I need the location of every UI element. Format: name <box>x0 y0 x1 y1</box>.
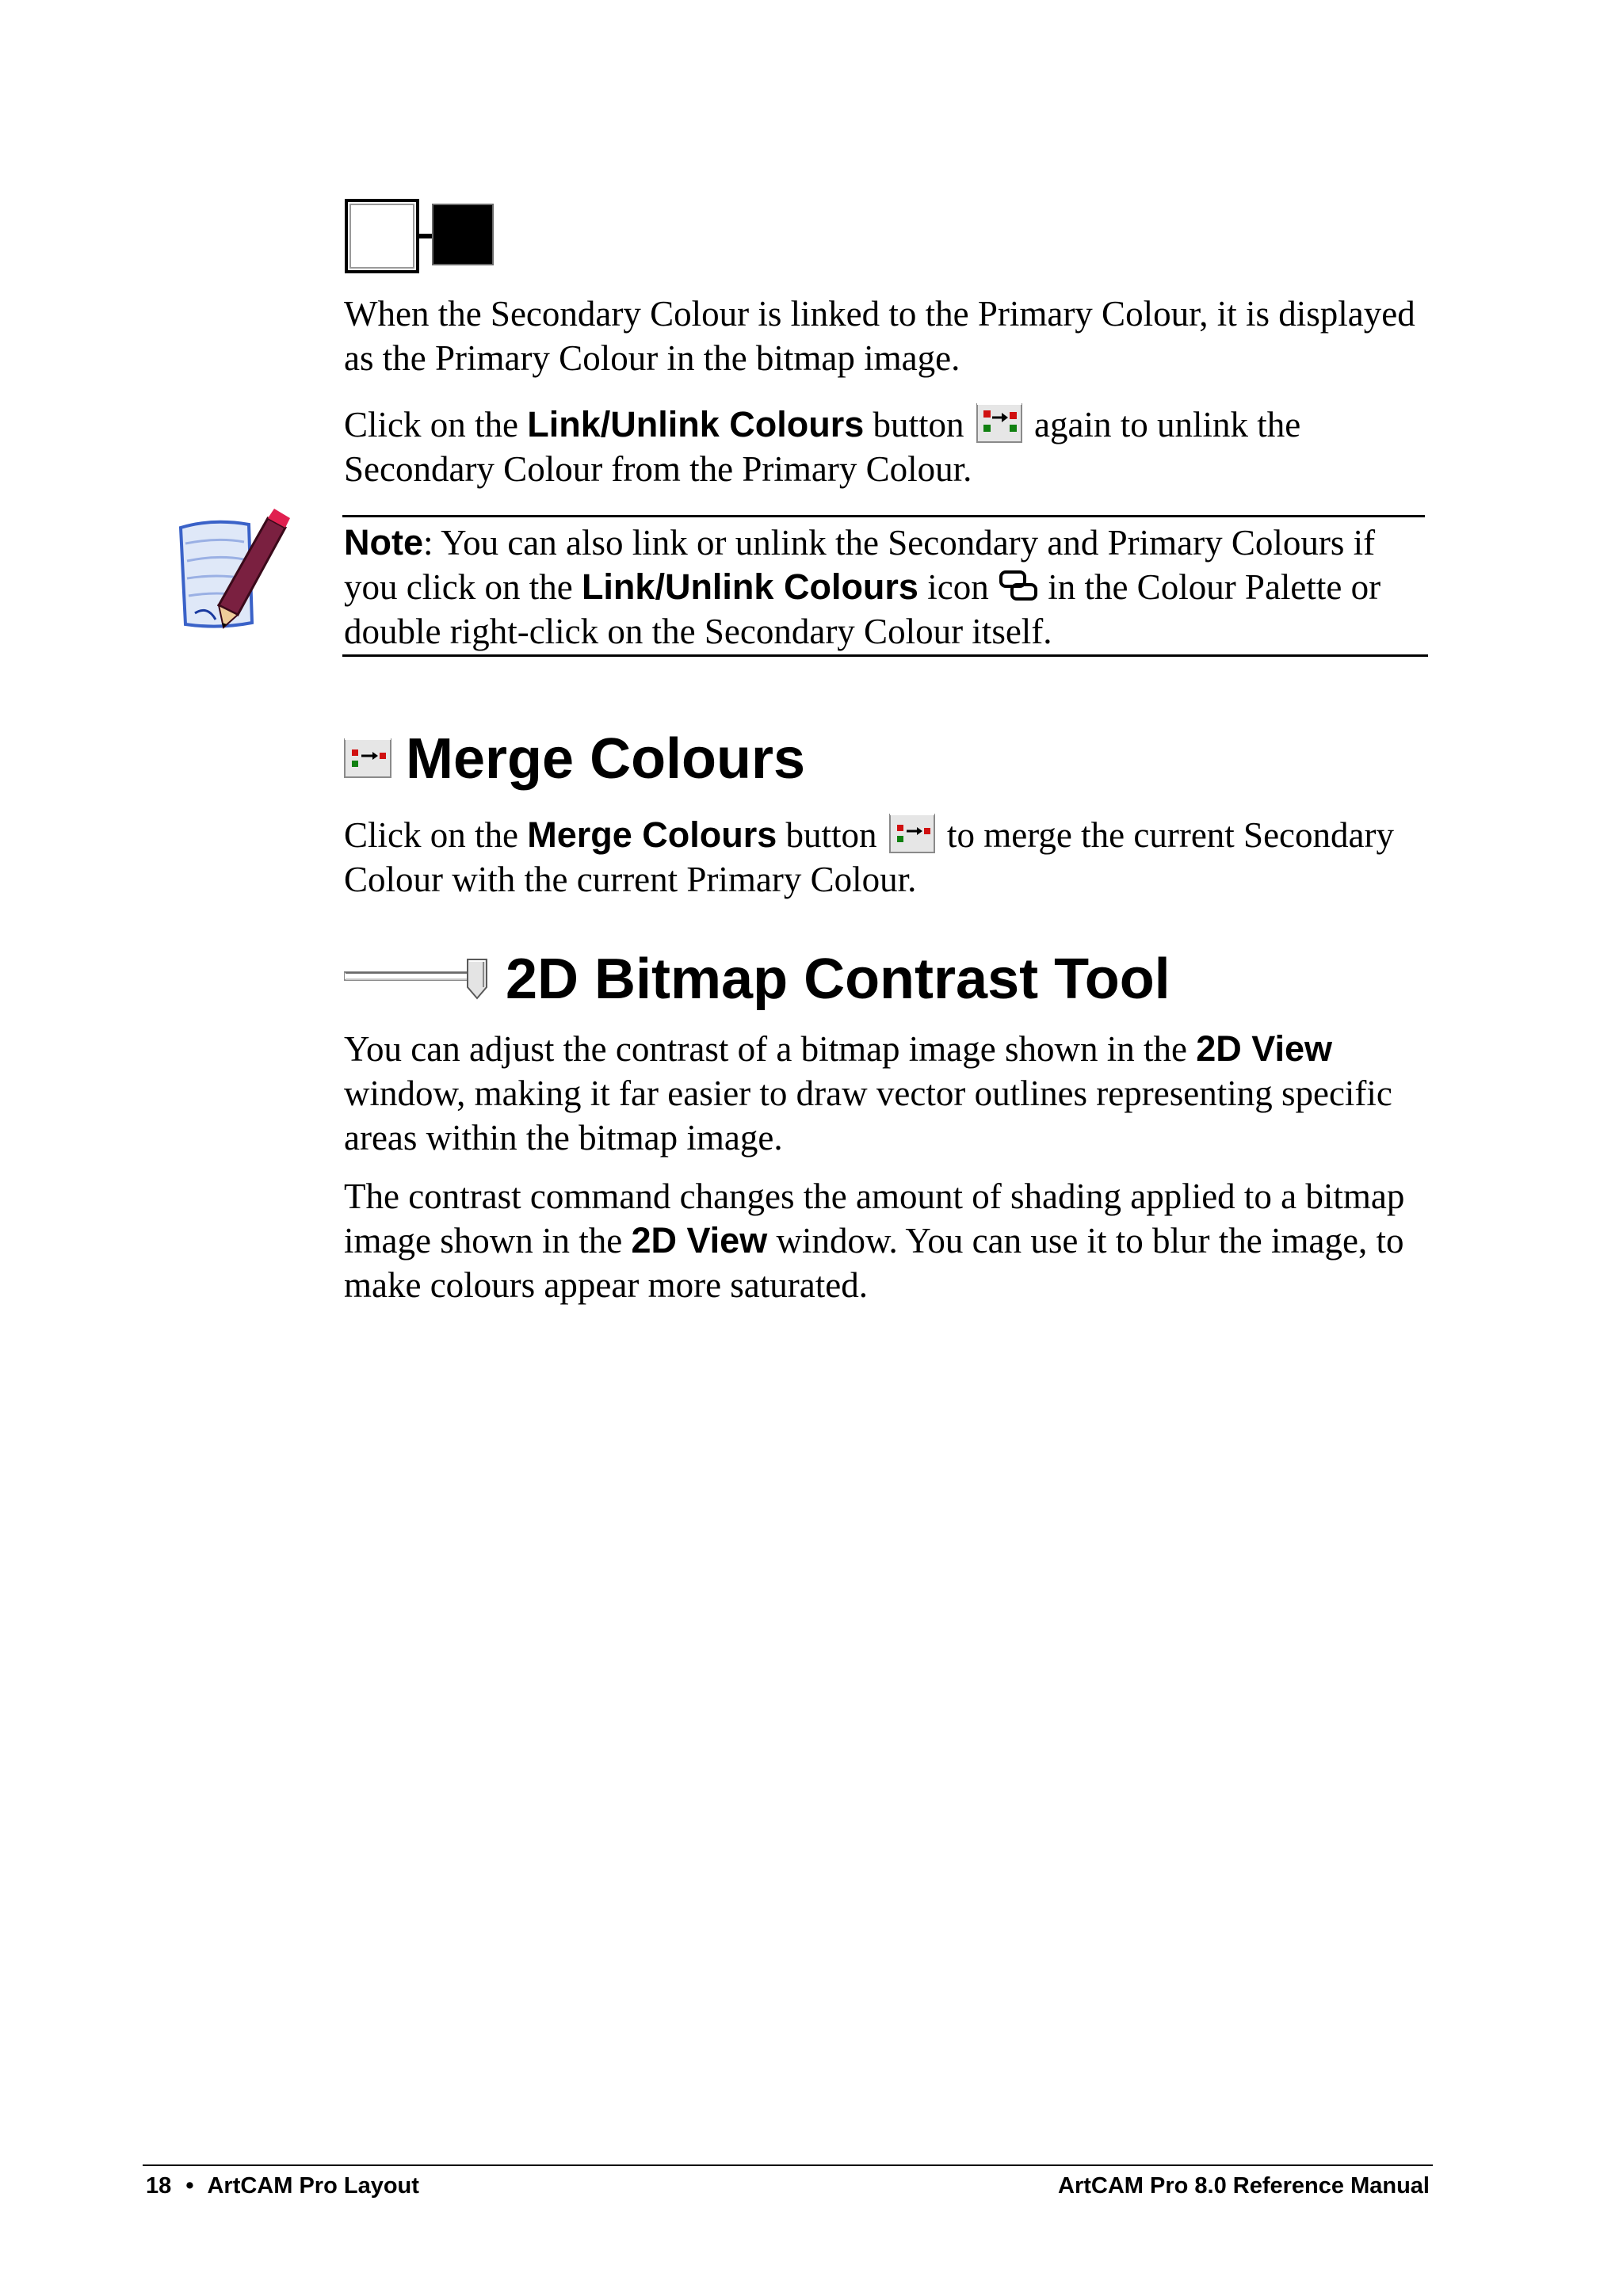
page-number: 18 <box>146 2173 172 2199</box>
note-label: Note <box>344 522 423 563</box>
contrast-p2-post: window. You can use it to blur the image, to make colours appear more saturated. <box>344 1221 1404 1305</box>
unlink-text-pre: Click on the <box>344 405 528 444</box>
contrast-p2-pre: The contrast command changes the amount of shading applied to a bitmap image shown in the <box>344 1177 1405 1261</box>
note-top-rule <box>342 515 1425 517</box>
unlink-instruction <box>344 402 1422 491</box>
merge-colours-heading: Merge Colours <box>406 727 806 791</box>
unlink-text-post: again to unlink the Secondary Colour from the Primary Colour. <box>344 405 1301 489</box>
contrast-p2-2d-view: 2D View <box>631 1220 768 1261</box>
footer-rule <box>143 2164 1433 2166</box>
contrast-p1-post: window, making it far easier to draw vector outlines representing specific areas within the bitmap image. <box>344 1074 1392 1158</box>
linked-colours-swatch-icon <box>344 198 496 276</box>
footer-section-title: ArtCAM Pro Layout <box>207 2173 419 2199</box>
footer-bullet: • <box>185 2173 194 2199</box>
footer-left <box>146 2172 419 2199</box>
contrast-tool-heading: 2D Bitmap Contrast Tool <box>506 948 1170 1011</box>
note-text-a: : You can also link or unlink the Secondary and Primary Colours if you click on the <box>344 523 1376 607</box>
note-text <box>344 521 1426 654</box>
chain-link-icon <box>998 569 1039 602</box>
note-text-c: in the Colour Palette or double right-click on the Secondary Colour itself. <box>344 567 1381 651</box>
footer-manual-title: ArtCAM Pro 8.0 Reference Manual <box>1058 2173 1430 2199</box>
merge-colours-button-icon <box>889 814 935 853</box>
link-unlink-colours-label: Link/Unlink Colours <box>527 404 865 444</box>
note-pen-icon <box>171 504 290 637</box>
merge-text-post: to merge the current Secondary Colour with the current Primary Colour. <box>344 815 1394 899</box>
contrast-paragraph-2 <box>344 1174 1426 1307</box>
merge-colours-label: Merge Colours <box>527 814 777 855</box>
merge-colours-instruction <box>344 813 1422 902</box>
unlink-text-mid: button <box>864 405 973 444</box>
note-link-unlink-label: Link/Unlink Colours <box>581 566 918 607</box>
link-unlink-colours-button-icon <box>976 403 1022 443</box>
merge-colours-heading-icon <box>344 738 391 778</box>
merge-text-pre: Click on the <box>344 815 528 855</box>
note-text-b: icon <box>918 567 998 607</box>
linked-colour-description: When the Secondary Colour is linked to the Primary Colour, it is displayed as the Primary Colour in the bitmap image. <box>344 294 1415 378</box>
contrast-p1-pre: You can adjust the contrast of a bitmap image shown in the <box>344 1029 1197 1069</box>
merge-text-mid: button <box>777 815 886 855</box>
note-bottom-rule <box>342 654 1428 657</box>
contrast-p1-2d-view: 2D View <box>1196 1028 1332 1069</box>
contrast-slider-icon <box>344 957 491 1001</box>
contrast-paragraph-1 <box>344 1027 1426 1160</box>
